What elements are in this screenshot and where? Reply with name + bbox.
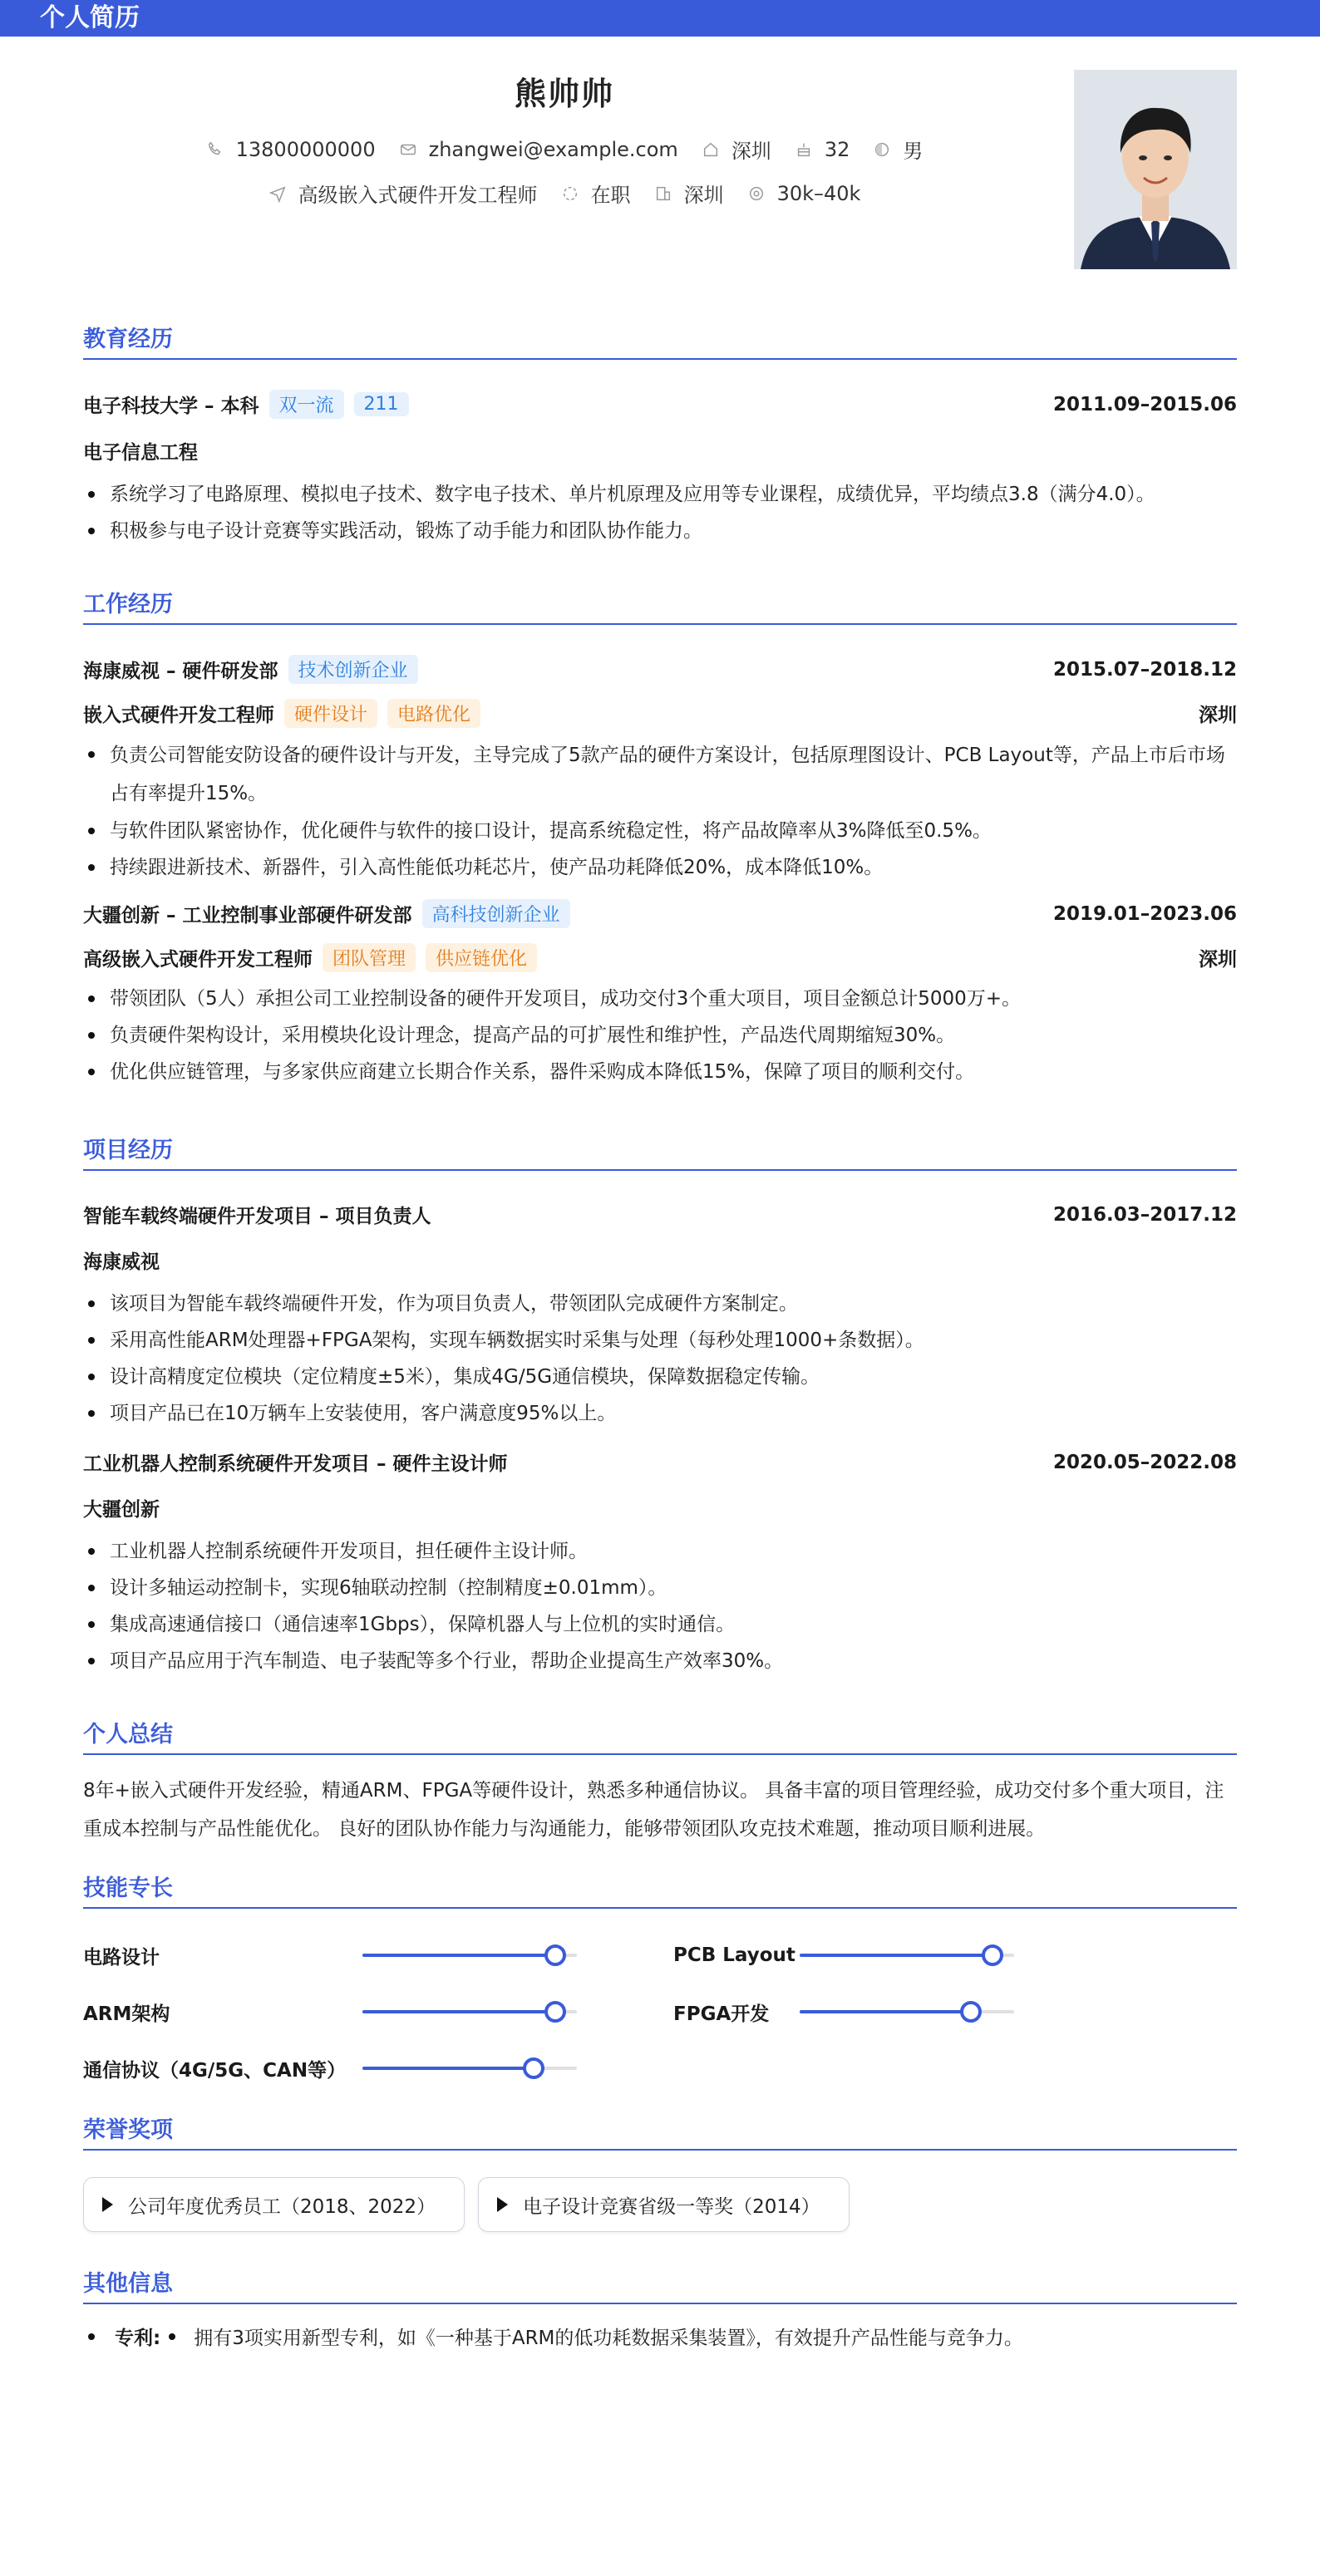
work-title: 工作经历 — [83, 586, 1237, 625]
job-header-row — [83, 655, 1237, 684]
skill-level-slider[interactable] — [362, 2052, 577, 2085]
age-value: 32 — [824, 137, 850, 161]
work-section — [83, 586, 1237, 1090]
award-label: 公司年度优秀员工（2018、2022） — [128, 2195, 436, 2218]
slider-fill — [800, 2010, 971, 2013]
summary-title: 个人总结 — [83, 1716, 1237, 1755]
list-item: 积极参与电子设计竞赛等实践活动，锻炼了动手能力和团队协作能力。 — [83, 513, 1237, 549]
award-card[interactable] — [478, 2177, 850, 2232]
awards-list — [83, 2177, 1237, 2232]
skill-item — [83, 1995, 673, 2028]
project-name: 智能车载终端硬件开发项目 – 项目负责人 — [83, 1206, 431, 1227]
project-bullets — [83, 1533, 1237, 1679]
job-position-row — [83, 699, 1237, 728]
home-icon — [702, 140, 720, 159]
email-value: zhangwei@example.com — [428, 137, 678, 161]
slider-knob[interactable] — [960, 2001, 982, 2023]
email-info — [399, 138, 678, 161]
job-bullets — [83, 736, 1237, 886]
slider-knob[interactable] — [544, 1944, 566, 1966]
slider-knob[interactable] — [544, 2001, 566, 2023]
job-period: 2015.07–2018.12 — [1052, 658, 1237, 681]
position-name: 高级嵌入式硬件开发工程师 — [83, 949, 313, 971]
job-bullets — [83, 981, 1237, 1090]
gender-value: 男 — [903, 140, 924, 163]
job-period: 2019.01–2023.06 — [1052, 902, 1237, 925]
slider-fill — [362, 1954, 555, 1957]
skills-grid — [83, 1939, 1237, 2085]
target-job-info — [268, 179, 538, 208]
city-info — [702, 135, 771, 164]
company-tag: 高科技创新企业 — [422, 899, 570, 928]
summary-section — [83, 1716, 1237, 1848]
salary-value: 30k–40k — [776, 181, 861, 205]
list-item: 优化供应链管理，与多家供应商建立长期合作关系，器件采购成本降低15%，保障了项目的顺利交付。 — [83, 1054, 1237, 1090]
target-job-value: 高级嵌入式硬件开发工程师 — [298, 184, 538, 207]
projects-title: 项目经历 — [83, 1132, 1237, 1171]
play-triangle-icon — [497, 2197, 508, 2212]
project-bullets — [83, 1286, 1237, 1432]
target-city-value: 深圳 — [683, 184, 724, 207]
list-item: 负责硬件架构设计，采用模块化设计理念，提高产品的可扩展性和维护性，产品迭代周期缩短30%。 — [83, 1017, 1237, 1054]
phone-info — [206, 138, 376, 161]
major-name: 电子信息工程 — [83, 442, 198, 464]
status-value: 在职 — [590, 184, 631, 207]
phone-icon — [206, 140, 224, 159]
job-intent-row — [83, 179, 1046, 208]
list-item: 采用高性能ARM处理器+FPGA架构，实现车辆数据实时采集与处理（每秒处理1000+条数据）。 — [83, 1322, 1237, 1359]
school-name: 电子科技大学 – 本科 — [83, 396, 259, 417]
other-row — [83, 2323, 1237, 2350]
bullet-dot — [88, 2333, 95, 2340]
award-card[interactable] — [83, 2177, 465, 2232]
job-city: 深圳 — [1199, 705, 1237, 726]
summary-text: 8年+嵌入式硬件开发经验，精通ARM、FPGA等硬件设计，熟悉多种通信协议。 具备丰富的项目管理经验，成功交付多个重大项目，注重成本控制与产品性能优化。 良好的团队协作能力与沟通能力，能够带领团队攻克技术难题，推动项目顺利进展。 — [83, 1780, 1224, 1840]
project-header-row — [83, 1201, 1237, 1228]
job-header-row — [83, 899, 1237, 928]
send-icon — [268, 184, 287, 203]
project-period: 2016.03–2017.12 — [1052, 1203, 1237, 1226]
other-text: 拥有3项实用新型专利，如《一种基于ARM的低功耗数据采集装置》，有效提升产品性能与竞争力。 — [194, 2328, 1023, 2349]
company-name: 海康威视 – 硬件研发部 — [83, 661, 278, 682]
position-name: 嵌入式硬件开发工程师 — [83, 705, 274, 726]
list-item: 带领团队（5人）承担公司工业控制设备的硬件开发项目，成功交付3个重大项目，项目金额总计5000万+。 — [83, 981, 1237, 1017]
skill-level-slider[interactable] — [800, 1939, 1014, 1972]
phone-value: 13800000000 — [235, 137, 376, 161]
project-name: 工业机器人控制系统硬件开发项目 – 硬件主设计师 — [83, 1453, 508, 1475]
list-item: 与软件团队紧密协作，优化硬件与软件的接口设计，提高系统稳定性，将产品故障率从3%降低至0.5%。 — [83, 813, 1237, 849]
list-item: 设计高精度定位模块（定位精度±5米），集成4G/5G通信模块，保障数据稳定传输。 — [83, 1359, 1237, 1395]
list-item: 集成高速通信接口（通信速率1Gbps），保障机器人与上位机的实时通信。 — [83, 1606, 1237, 1643]
education-section — [83, 321, 1237, 549]
skill-level-slider[interactable] — [362, 1939, 577, 1972]
list-item: 负责公司智能安防设备的硬件设计与开发，主导完成了5款产品的硬件方案设计，包括原理图设计、PCB Layout等，产品上市后市场占有率提升15%。 — [83, 736, 1237, 813]
basic-info-row — [83, 135, 1046, 164]
skill-label: ARM架构 — [83, 2003, 170, 2025]
project-company: 海康威视 — [83, 1251, 160, 1273]
target-city-info — [654, 179, 724, 208]
slider-fill — [362, 2010, 555, 2013]
company-name: 大疆创新 – 工业控制事业部硬件研发部 — [83, 905, 412, 927]
award-label: 电子设计竞赛省级一等奖（2014） — [523, 2195, 820, 2218]
gender-icon — [873, 140, 891, 159]
other-section — [83, 2265, 1237, 2350]
resume-content — [83, 37, 1237, 2350]
honors-title: 荣誉奖项 — [83, 2111, 1237, 2151]
skill-level-slider[interactable] — [362, 1995, 577, 2028]
skill-label: 通信协议（4G/5G、CAN等） — [83, 2059, 347, 2082]
position-tag: 电路优化 — [387, 699, 480, 728]
skill-item — [673, 1995, 1247, 2028]
top-bar-title: 个人简历 — [0, 0, 1320, 37]
list-item: 工业机器人控制系统硬件开发项目，担任硬件主设计师。 — [83, 1533, 1237, 1570]
skills-title: 技能专长 — [83, 1870, 1237, 1909]
skill-label: PCB Layout — [673, 1944, 795, 1966]
skill-item — [673, 1939, 1247, 1972]
education-title: 教育经历 — [83, 321, 1237, 360]
project-company: 大疆创新 — [83, 1499, 160, 1521]
other-label: 专利: — [115, 2328, 161, 2349]
education-period: 2011.09–2015.06 — [1052, 393, 1237, 415]
age-info — [795, 138, 850, 161]
skills-section — [83, 1870, 1237, 2085]
project-header-row — [83, 1448, 1237, 1476]
slider-knob[interactable] — [982, 1944, 1003, 1966]
slider-fill — [362, 2067, 534, 2070]
cake-icon — [795, 140, 813, 159]
mail-icon — [399, 140, 417, 159]
loading-icon — [561, 184, 579, 203]
skill-item — [83, 2052, 673, 2085]
job-position-row — [83, 943, 1237, 972]
company-tag: 技术创新企业 — [288, 655, 418, 684]
other-title: 其他信息 — [83, 2265, 1237, 2304]
skill-item — [83, 1939, 673, 1972]
education-bullets — [83, 476, 1237, 549]
list-item: 项目产品应用于汽车制造、电子装配等多个行业，帮助企业提高生产效率30%。 — [83, 1643, 1237, 1679]
list-item: 该项目为智能车载终端硬件开发，作为项目负责人，带领团队完成硬件方案制定。 — [83, 1286, 1237, 1322]
school-tag: 双一流 — [269, 390, 344, 419]
profile-photo — [1074, 70, 1237, 269]
person-name: 熊帅帅 — [514, 76, 614, 112]
project-period: 2020.05–2022.08 — [1052, 1451, 1237, 1473]
salary-info — [747, 182, 861, 205]
status-info — [561, 179, 631, 208]
slider-fill — [800, 1954, 992, 1957]
projects-section — [83, 1132, 1237, 1679]
position-tag: 供应链优化 — [426, 943, 537, 972]
skill-label: 电路设计 — [83, 1946, 160, 1969]
coin-icon — [747, 184, 766, 203]
slider-knob[interactable] — [523, 2057, 544, 2079]
job-city: 深圳 — [1199, 949, 1237, 971]
avatar-illustration — [1074, 70, 1237, 269]
list-item: 系统学习了电路原理、模拟电子技术、数字电子技术、单片机原理及应用等专业课程，成绩优异，平均绩点3.8（满分4.0）。 — [83, 476, 1237, 513]
list-item: 持续跟进新技术、新器件，引入高性能低功耗芯片，使产品功耗降低20%，成本降低10%。 — [83, 849, 1237, 886]
city-value: 深圳 — [731, 140, 771, 163]
list-item: 设计多轴运动控制卡，实现6轴联动控制（控制精度±0.01mm）。 — [83, 1570, 1237, 1606]
resume-header — [83, 37, 1237, 286]
school-tag: 211 — [354, 392, 409, 416]
skill-label: FPGA开发 — [673, 2003, 770, 2025]
skill-level-slider[interactable] — [800, 1995, 1014, 2028]
position-tag: 团队管理 — [323, 943, 416, 972]
bullet-dot — [169, 2333, 175, 2340]
play-triangle-icon — [102, 2197, 113, 2212]
position-tag: 硬件设计 — [284, 699, 377, 728]
honors-section — [83, 2111, 1237, 2232]
list-item: 项目产品已在10万辆车上安装使用，客户满意度95%以上。 — [83, 1395, 1237, 1432]
education-header-row — [83, 390, 1237, 419]
gender-info — [873, 135, 923, 164]
building-icon — [654, 184, 672, 203]
